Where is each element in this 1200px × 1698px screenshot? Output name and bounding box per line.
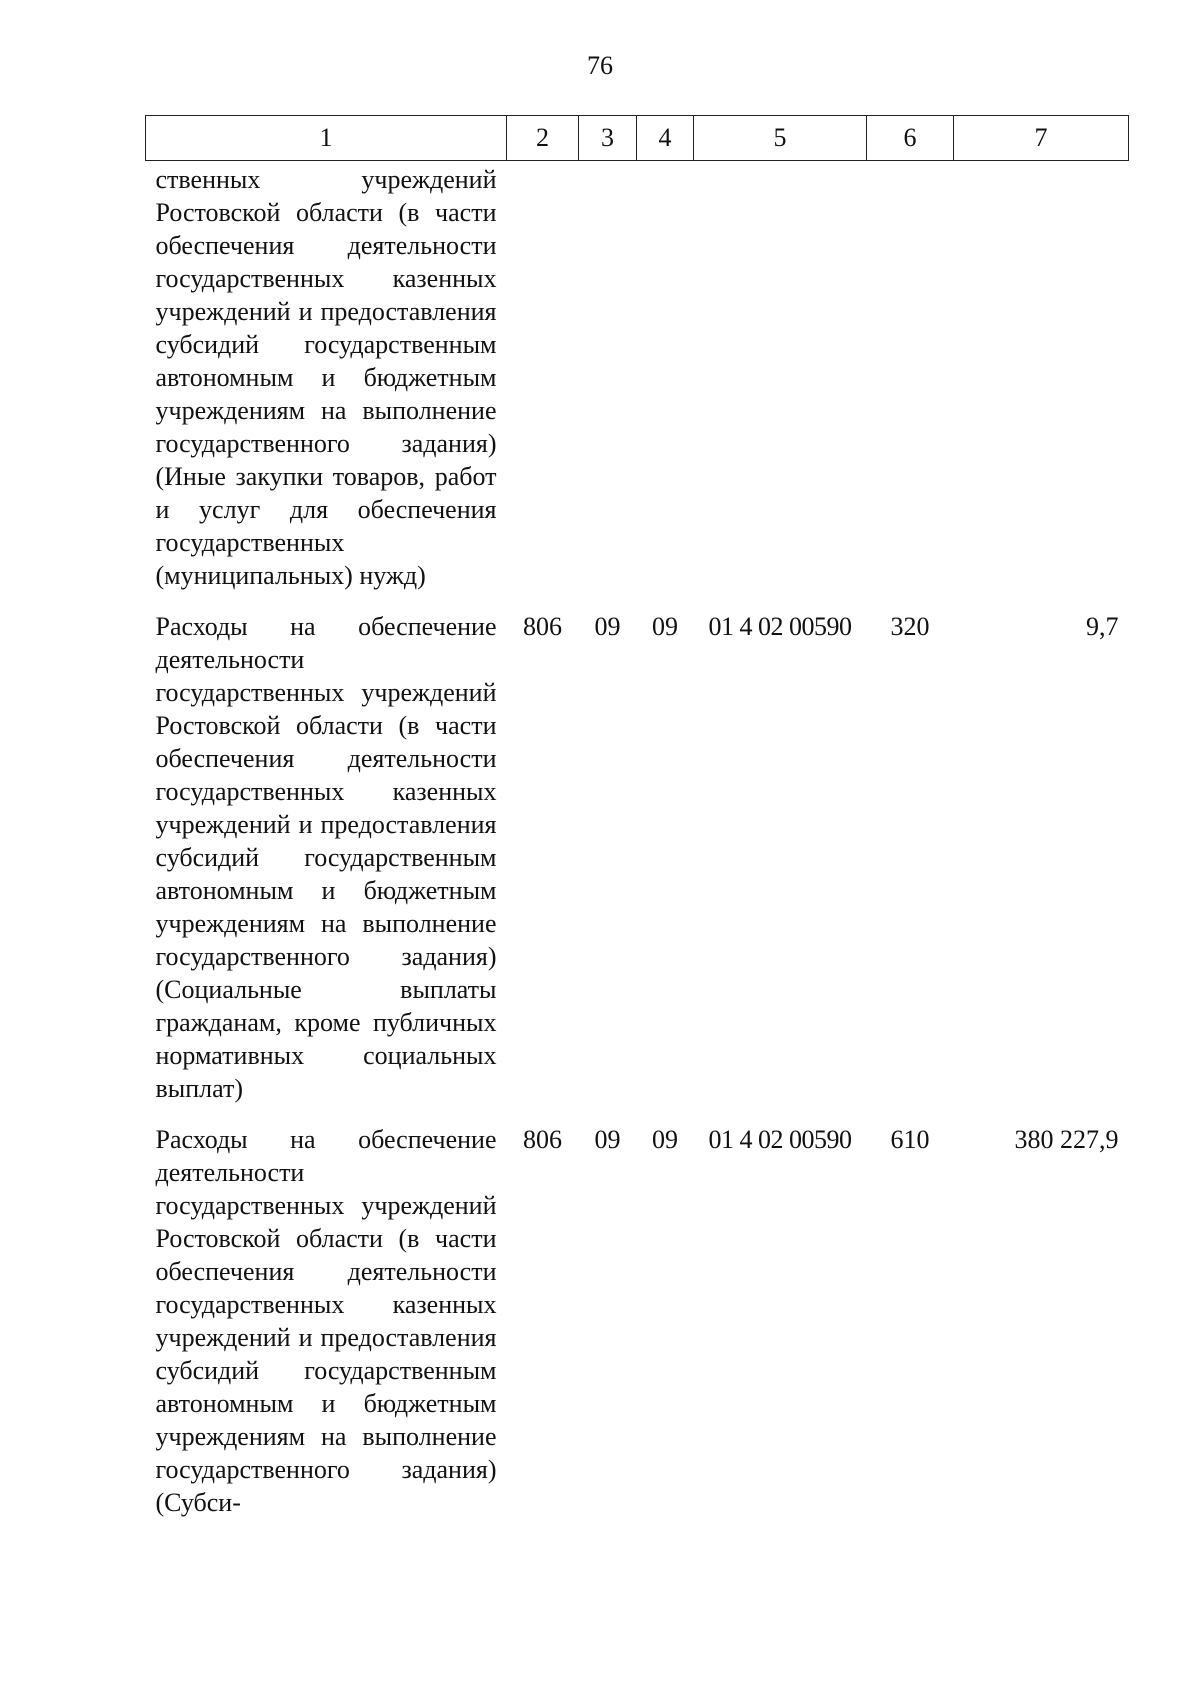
row-description: ственных учреждений Ростовской области (в части обеспечения деятельности государственных казенных учреждений и предоставления субсидий государственным автономным и бюджетным учреждениям на выполнение государственного задания) (Иные закупки товаров, работ и услуг для обеспечения государственных (муниципальных) нужд) [155,165,497,590]
table-row [146,1117,1129,1531]
column-header-3: 3 [579,116,637,161]
row-section: 09 [594,1125,621,1154]
column-header-1: 1 [146,116,507,161]
page-number: 76 [587,51,613,80]
header-row [146,116,1129,161]
column-header-4: 4 [637,116,694,161]
row-section [579,161,637,605]
budget-table [145,115,1129,1531]
table-body [146,161,1129,1532]
table-row [146,161,1129,605]
row-expense-type: 610 [890,1125,930,1154]
column-header-6: 6 [867,116,954,161]
column-header-2: 2 [507,116,579,161]
row-target-article: 01 4 02 00590 [708,612,852,641]
table-header [146,116,1129,161]
row-subsection: 09 [652,1125,678,1154]
column-header-5: 5 [694,116,867,161]
column-header-7: 7 [954,116,1129,161]
row-subsection: 09 [652,612,678,641]
row-code-admin [507,161,579,605]
row-section: 09 [594,612,621,641]
row-subsection [637,161,694,605]
row-expense-type [867,161,954,605]
row-description: Расходы на обеспечение деятельности государственных учреждений Ростовской области (в части обеспечения деятельности государственных казенных учреждений и предоставления субсидий государственным автономным и бюджетным учреждениям на выполнение государственного задания) (Субси- [155,1125,497,1517]
row-target-article [694,161,867,605]
row-description: Расходы на обеспечение деятельности государственных учреждений Ростовской области (в части обеспечения деятельности государственных казенных учреждений и предоставления субсидий государственным автономным и бюджетным учреждениям на выполнение государственного задания) (Социальные выплаты гражданам, кроме публичных нормативных социальных выплат) [155,612,497,1103]
row-code-admin: 806 [523,612,562,641]
row-amount: 9,7 [1086,612,1119,641]
row-expense-type: 320 [890,612,930,641]
row-target-article: 01 4 02 00590 [708,1125,852,1154]
row-amount [954,161,1129,605]
row-code-admin: 806 [523,1125,562,1154]
row-amount: 380 227,9 [1014,1125,1119,1154]
table-row [146,604,1129,1117]
